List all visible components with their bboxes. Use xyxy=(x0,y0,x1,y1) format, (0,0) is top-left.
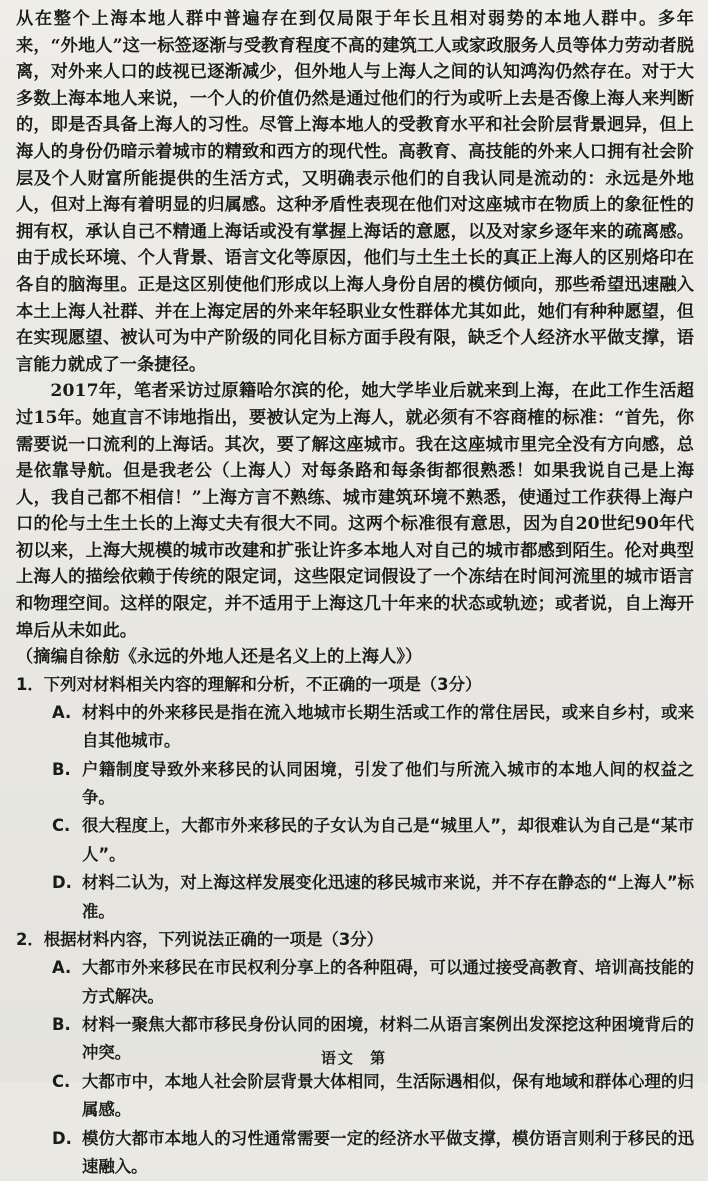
option-letter: B. xyxy=(52,1014,71,1034)
question-2-stem: 2．根据材料内容，下列说法正确的一项是（3分） xyxy=(16,930,384,950)
option-letter: A. xyxy=(52,958,72,978)
footer-subject: 语文 xyxy=(320,1049,355,1067)
option-letter: C. xyxy=(52,816,71,836)
option-text: 户籍制度导致外来移民的认同困境，引发了他们与所流入城市的本地人间的权益之争。 xyxy=(82,759,694,808)
question-2-option-c xyxy=(16,1068,694,1125)
passage-paragraph-2: 2017年，笔者采访过原籍哈尔滨的伦，她大学毕业后就来到上海，在此工作生活超过15年。她直言不讳地指出，要被认定为上海人，就必须有不容商榷的标准：“首先，你需要说一口流利的上海话。其次，要了解这座城市。我在这座城市里完全没有方向感，总是依靠导航。但是我老公（上海人）对每条路和每条街都很熟悉！如果我说自己是上海人，我自己都不相信！”上海方言不熟练、城市建筑环境不熟悉，使通过工作获得上海户口的伦与土生土长的上海丈夫有很大不同。这两个标准很有意思，因为自20世纪90年代初以来，上海大规模的城市改建和扩张让许多本地人对自己的城市都感到陌生。伦对典型上海人的描绘依赖于传统的限定词，这些限定词假设了一个冻结在时间河流里的城市语言和物理空间。这样的限定，并不适用于上海这几十年来的状态或轨迹；或者说，自上海开埠后从未如此。 xyxy=(16,381,694,641)
option-text: 模仿大都市本地人的习性通常需要一定的经济水平做支撑，模仿语言则利于移民的迅速融入。 xyxy=(82,1128,694,1176)
question-1-option-b xyxy=(16,756,694,813)
reading-passage xyxy=(16,6,694,671)
question-1-option-a xyxy=(16,699,694,756)
question-1 xyxy=(16,671,694,926)
question-2-option-d xyxy=(16,1125,694,1181)
option-letter: A. xyxy=(52,702,72,722)
question-1-option-d xyxy=(16,869,694,926)
option-text: 材料二认为，对上海这样发展变化迅速的移民城市来说，并不存在静态的“上海人”标准。 xyxy=(82,873,694,921)
option-letter: C. xyxy=(52,1071,71,1091)
option-letter: D. xyxy=(52,1128,72,1148)
passage-source: （摘编自徐舫《永远的外地人还是名义上的上海人》） xyxy=(16,647,423,668)
option-text: 材料中的外来移民是指在流入地城市长期生活或工作的常住居民，或来自乡村，或来自其他城市。 xyxy=(82,702,694,751)
question-1-option-c xyxy=(16,812,694,869)
passage-paragraph-1: 从在整个上海本地人群中普遍存在到仅局限于年长且相对弱势的本地人群中。多年来，“外地人”这一标签逐渐与受教育程度不高的建筑工人或家政服务人员等体力劳动者脱离，对外来人口的歧视已逐渐减少，但外地人与上海人之间的认知鸿沟仍然存在。对于大多数上海本地人来说，一个人的价值仍然是通过他们的行为或听上去是否像上海人来判断的，即是否具备上海人的习性。尽管上海本地人的受教育水平和社会阶层背景迥异，但上海人的身份仍暗示着城市的精致和西方的现代性。高教育、高技能的外来人口拥有社会阶层及个人财富所能提供的生活方式，又明确表示他们的自我认同是流动的：永远是外地人，但对上海有着明显的归属感。这种矛盾性表现在他们对这座城市在物质上的象征性的拥有权，承认自己不精通上海话或没有掌握上海话的意愿，以及对家乡逐年来的疏离感。由于成长环境、个人背景、语言文化等原因，他们与土生土长的真正上海人的区别烙印在各自的脑海里。正是这区别使他们形成以上海人身份自居的模仿倾向，那些希望迅速融入本土上海人社群、并在上海定居的外来年轻职业女性群体尤其如此，她们有种种愿望，但在实现愿望、被认可为中产阶级的同化目标方面手段有限，缺乏个人经济水平做支撑，语言能力就成了一条捷径。 xyxy=(16,9,694,375)
footer-page-prefix: 第 xyxy=(370,1049,388,1067)
option-text: 很大程度上，大都市外来移民的子女认为自己是“城里人”，却很难认为自己是“某市人”。 xyxy=(82,816,694,864)
page-footer xyxy=(0,1047,708,1068)
option-letter: B. xyxy=(52,759,71,779)
option-text: 大都市外来移民在市民权利分享上的各种阻碍，可以通过接受高教育、培训高技能的方式解决。 xyxy=(82,958,694,1006)
question-2-option-a xyxy=(16,954,694,1011)
option-text: 大都市中，本地人社会阶层背景大体相同，生活际遇相似，保有地域和群体心理的归属感。 xyxy=(82,1071,694,1120)
question-1-stem: 1．下列对材料相关内容的理解和分析，不正确的一项是（3分） xyxy=(16,674,482,694)
option-letter: D. xyxy=(52,873,72,893)
option-text: 材料一聚焦大都市移民身份认同的困境，材料二从语言案例出发深挖这种困境背后的冲突。 xyxy=(82,1014,694,1063)
